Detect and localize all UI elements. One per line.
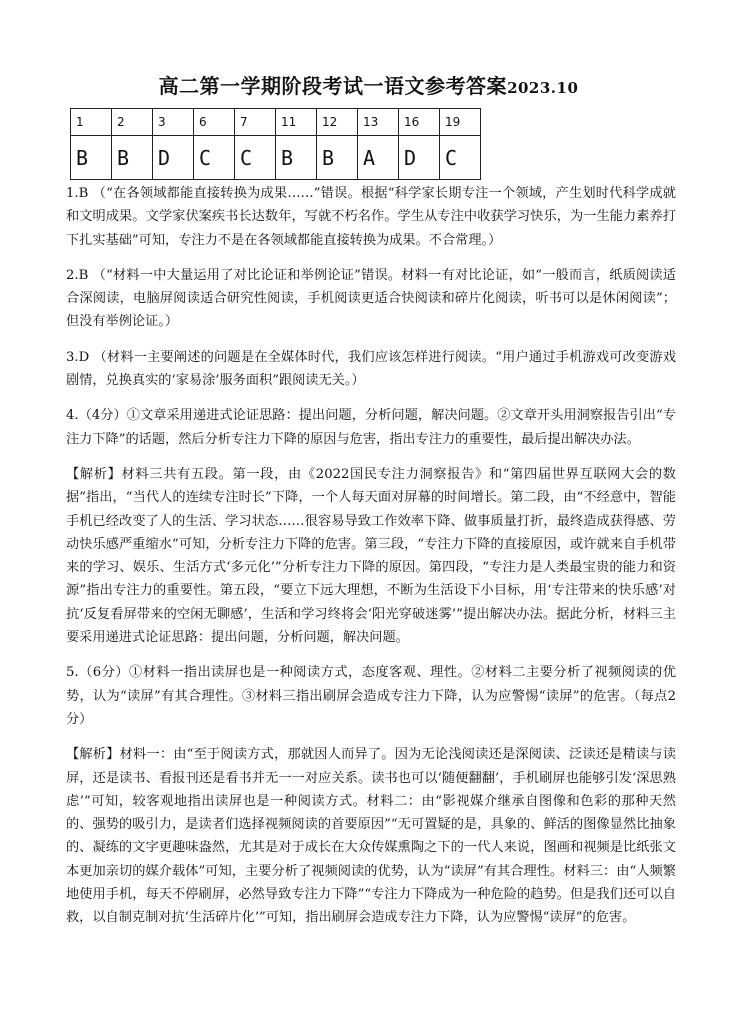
answer-explanations: [66, 182, 676, 942]
answer-item-1: 1.B （“在各领域都能直接转换为成果……”错误。根据“科学家长期专注一个领域，产生划时代科学成就和文明成果。文学家伏案疾书长达数年，写就不朽名作。学生从专注中收获学习快乐，为一生能力素养打下扎实基础”可知，专注力不是在各领域都能直接转换为成果。不合常理。）: [66, 186, 676, 248]
answer-item-3: 3.D （材料一主要阐述的问题是在全媒体时代，我们应该怎样进行阅读。“用户通过手机游戏可改变游戏剧情，兑换真实的‘家易涂’服务面积”跟阅读无关。）: [66, 349, 676, 389]
question-number: 13: [358, 109, 399, 136]
question-number: 7: [235, 109, 276, 136]
answer-table-answer-row: [71, 136, 481, 180]
answer-letter: D: [153, 136, 194, 180]
answer-letter: B: [112, 136, 153, 180]
answer-letter: C: [440, 136, 481, 180]
question-number: 2: [112, 109, 153, 136]
answer-table-number-row: [71, 109, 481, 136]
question-number: 1: [71, 109, 112, 136]
question-number: 16: [399, 109, 440, 136]
analysis-item-5: 【解析】材料一：由“至于阅读方式，那就因人而异了。因为无论浅阅读还是深阅读、泛读还是精读与读屏，还是读书、看报刊还是看书并无一一对应关系。读书也可以‘随便翻翻’，手机刷屏也能够引发‘深思熟虑’”可知，较客观地指出读屏也是一种阅读方式。材料二：由“影视媒介继承自图像和色彩的那种天然的、强势的吸引力，是读者们选择视频阅读的首要原因”“无可置疑的是，具象的、鲜活的图像显然比抽象的、凝练的文字更趣味盎然，尤其是对于成长在大众传媒熏陶之下的一代人来说，图画和视频是比纸张文本更加亲切的媒介载体”可知，主要分析了视频阅读的优势，认为“读屏”有其合理性。材料三：由“人频繁地使用手机，每天不停刷屏，必然导致专注力下降”“专注力下降成为一种危险的趋势。但是我们还可以自救，以自制克制对抗‘生活碎片化’”可知，指出刷屏会造成专注力下降，认为应警惕“读屏”的危害。: [66, 747, 676, 926]
answer-letter: B: [71, 136, 112, 180]
answer-letter: C: [235, 136, 276, 180]
answer-item-2: 2.B （“材料一中大量运用了对比论证和举例论证”错误。材料一有对比论证，如“一般而言，纸质阅读适合深阅读，电脑屏阅读适合研究性阅读，手机阅读更适合快阅读和碎片化阅读，听书可以是休闲阅读”；但没有举例论证。）: [66, 267, 676, 330]
answer-letter: C: [194, 136, 235, 180]
question-number: 19: [440, 109, 481, 136]
question-number: 3: [153, 109, 194, 136]
analysis-item-4: 【解析】材料三共有五段。第一段，由《2022国民专注力洞察报告》和“第四届世界互联网大会的数据”指出，“当代人的连续专注时长”下降，一个人每天面对屏幕的时间增长。第二段，由“不经意中，智能手机已经改变了人的生活、学习状态……很容易导致工作效率下降、做事质量打折，最终造成获得感、劳动快乐感严重缩水”可知，分析专注力下降的危害。第三段，“专注力下降的直接原因，或许就来自手机带来的学习、娱乐、生活方式‘多元化’”分析专注力下降的原因。第四段，“专注力是人类最宝贵的能力和资源”指出专注力的重要性。第五段，“要立下远大理想，不断为生活设下小目标，用‘专注带来的快乐感’对抗‘反复看屏带来的空闲无聊感’，生活和学习终将会‘阳光穿破迷雾’”提出解决办法。据此分析，材料三主要采用递进式论证思路：提出问题，分析问题，解决问题。: [66, 466, 676, 646]
answer-letter: D: [399, 136, 440, 180]
answer-table: [70, 108, 481, 180]
answer-letter: B: [276, 136, 317, 180]
answer-letter: A: [358, 136, 399, 180]
question-number: 12: [317, 109, 358, 136]
title-text: 高二第一学期阶段考试一语文参考答案: [158, 74, 508, 98]
title-date: 2023.10: [507, 79, 579, 97]
question-number: 6: [194, 109, 235, 136]
answer-letter: B: [317, 136, 358, 180]
question-number: 11: [276, 109, 317, 136]
answer-item-5: 5.（6分）①材料一指出读屏也是一种阅读方式，态度客观、理性。②材料二主要分析了视频阅读的优势，认为“读屏”有其合理性。③材料三指出刷屏会造成专注力下降，认为应警惕“读屏”的危害。（每点2分）: [66, 665, 676, 727]
answer-item-4: 4.（4分）①文章采用递进式论证思路：提出问题，分析问题，解决问题。②文章开头用洞察报告引出“专注力下降”的话题，然后分析专注力下降的原因与危害，指出专注力的重要性，最后提出解决办法。: [66, 408, 676, 447]
page-title: [0, 70, 737, 99]
